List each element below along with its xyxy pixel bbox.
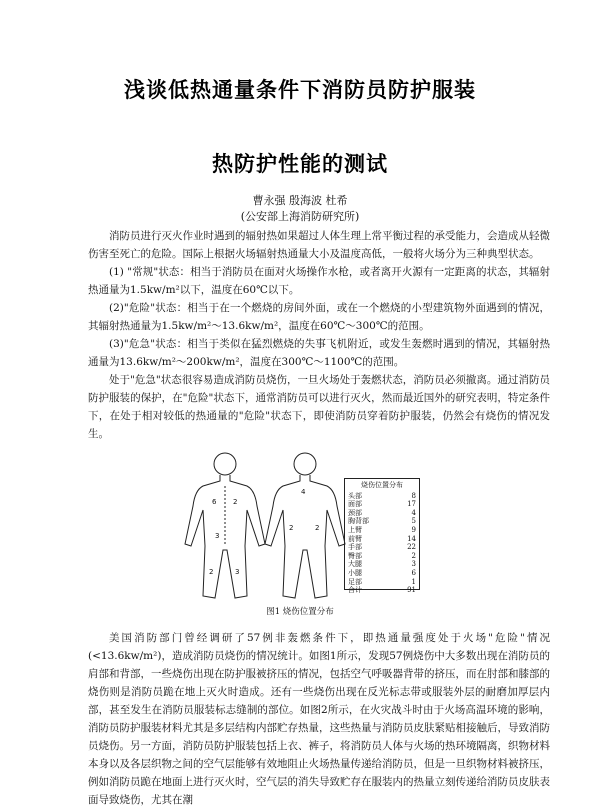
legend-row-label: 足部 <box>348 577 362 586</box>
legend-title: 烧伤位置分布 <box>361 481 403 489</box>
legend-row-label: 颈部 <box>348 508 362 517</box>
legend-row-value: 2 <box>411 551 416 560</box>
body-paragraph-1: 美国消防部门曾经调研了57例非轰燃条件下，即热通量强度处于火场"危险"情况(<13.6kw/m²)，造成消防员烧伤的情况统计。如图1所示，发现57例烧伤中大多数出现在消防员的肩部和背部，一些烧伤出现在防护服被挤压的情况，包括空气呼吸器背带的挤压，而在肘部和膝部的烧伤则是消防员跪在地上灭火时造成。还有一些烧伤出现在反光标志带或服装外层的耐磨加厚层内部，甚至发生在消防员服装标志缝制的部位。如图2所示，在火灾战斗时由于火场高温环境的影响，消防员防护服装材料尤其是多层结构内部贮存热量，这些热量与消防员皮肤紧贴相接触后，导致消防员烧伤。另一方面，消防员防护服装包括上衣、裤子，将消防员人体与火场的热环境隔离，织物材料本身以及各层织物之间的空气层能够有效地阻止火场热量传递给消防员，但是一旦织物材料被挤压，例如消防员跪在地面上进行灭火时，空气层的消失导致贮存在服装内的热量立刻传递给消防员皮肤表面导致烧伤，尤其在潮 <box>88 632 550 806</box>
legend-row-value: 6 <box>411 568 416 577</box>
front-burn-labels <box>209 498 239 576</box>
legend-row-value: 5 <box>411 517 416 526</box>
legend-row <box>348 560 416 569</box>
back-burn-labels <box>289 488 319 532</box>
legend-row-label: 臀部 <box>348 551 362 560</box>
legend-row <box>348 517 416 526</box>
legend-row <box>348 543 416 552</box>
legend-row-label: 胸背部 <box>348 517 369 526</box>
legend-row <box>348 500 416 509</box>
body-section <box>88 629 550 809</box>
legend-row <box>348 535 416 544</box>
back-label: 2 <box>289 524 294 532</box>
front-label: 6 <box>212 498 217 506</box>
burn-location-legend <box>344 478 420 595</box>
legend-row-value: 3 <box>411 560 416 569</box>
legend-row <box>348 526 416 535</box>
legend-row-value: 1 <box>411 577 416 586</box>
intro-paragraph-5: 处于"危急"状态很容易造成消防员烧伤，一旦火场处于轰燃状态，消防员必须撤离。通过消防员防护服装的保护，在"危险"状态下，通常消防员可以进行灭火，然而最近国外的研究表明，特定条件下，在处于相对较低的热通量的"危险"状态下，即使消防员穿着防护服装，仍然会有烧伤的情况发生。 <box>88 374 550 440</box>
legend-row-label: 面部 <box>348 500 362 509</box>
legend-row-value: 8 <box>411 491 416 500</box>
paper-title-line2: 热防护性能的测试 <box>212 152 388 176</box>
front-label: 3 <box>235 568 240 576</box>
front-label: 2 <box>233 498 238 506</box>
legend-row <box>348 586 416 595</box>
front-label: 2 <box>209 568 214 576</box>
legend-row-value: 22 <box>407 543 416 552</box>
front-label: 3 <box>215 532 220 540</box>
legend-row-value: 91 <box>407 586 416 595</box>
legend-row <box>348 578 416 587</box>
intro-paragraph-3: (2)"危险"状态：相当于在一个燃烧的房间外面，或在一个燃烧的小型建筑物外面遇到的情况，其辐射热通量为1.5kw/m²～13.6kw/m²，温度在60℃～300℃的范围。 <box>88 302 550 332</box>
figure-caption: 图1 烧伤位置分布 <box>266 607 334 617</box>
legend-row-label: 手部 <box>348 543 362 552</box>
legend-row <box>348 569 416 578</box>
back-label: 4 <box>301 488 306 496</box>
back-label: 2 <box>315 524 320 532</box>
legend-row-label: 大腿 <box>348 560 362 569</box>
legend-row-value: 17 <box>407 500 416 509</box>
back-body-outline <box>265 453 345 598</box>
legend-row-label: 头部 <box>348 491 362 500</box>
intro-paragraph-1: 消防员进行灭火作业时遇到的辐射热如果超过人体生理上常平衡过程的承受能力，会造成从轻微伤害至死亡的危险。国际上根据火场辐射热通量大小及温度高低，一般将火场分为三种典型状态。 <box>88 230 550 260</box>
intro-paragraph-4: (3)"危急"状态：相当于类似在猛烈燃烧的失事飞机附近，或发生轰燃时遇到的情况，其辐射热通量为13.6kw/m²～200kw/m²，温度在300℃～1100℃的范围。 <box>88 338 550 368</box>
legend-row-label: 前臂 <box>348 534 362 543</box>
author-list: 曹永强 殷海波 杜希 <box>252 194 348 207</box>
legend-row-label: 合计 <box>348 586 362 595</box>
legend-row-value: 14 <box>407 534 416 543</box>
legend-row <box>348 492 416 501</box>
affiliation: (公安部上海消防研究所) <box>240 210 360 223</box>
intro-paragraph-2: (1) "常规"状态：相当于消防员在面对火场操作水枪，或者离开火源有一定距离的状态，其辐射热通量为1.5kw/m²以下，温度在60℃以下。 <box>88 266 550 296</box>
paper-title-line1: 浅谈低热通量条件下消防员防护服装 <box>124 78 476 102</box>
legend-row-label: 上臂 <box>348 525 362 534</box>
legend-row-label: 小腿 <box>348 568 362 577</box>
legend-row-value: 9 <box>411 525 416 534</box>
front-body-outline <box>185 453 265 598</box>
intro-section <box>88 227 550 443</box>
legend-row-value: 4 <box>411 508 416 517</box>
